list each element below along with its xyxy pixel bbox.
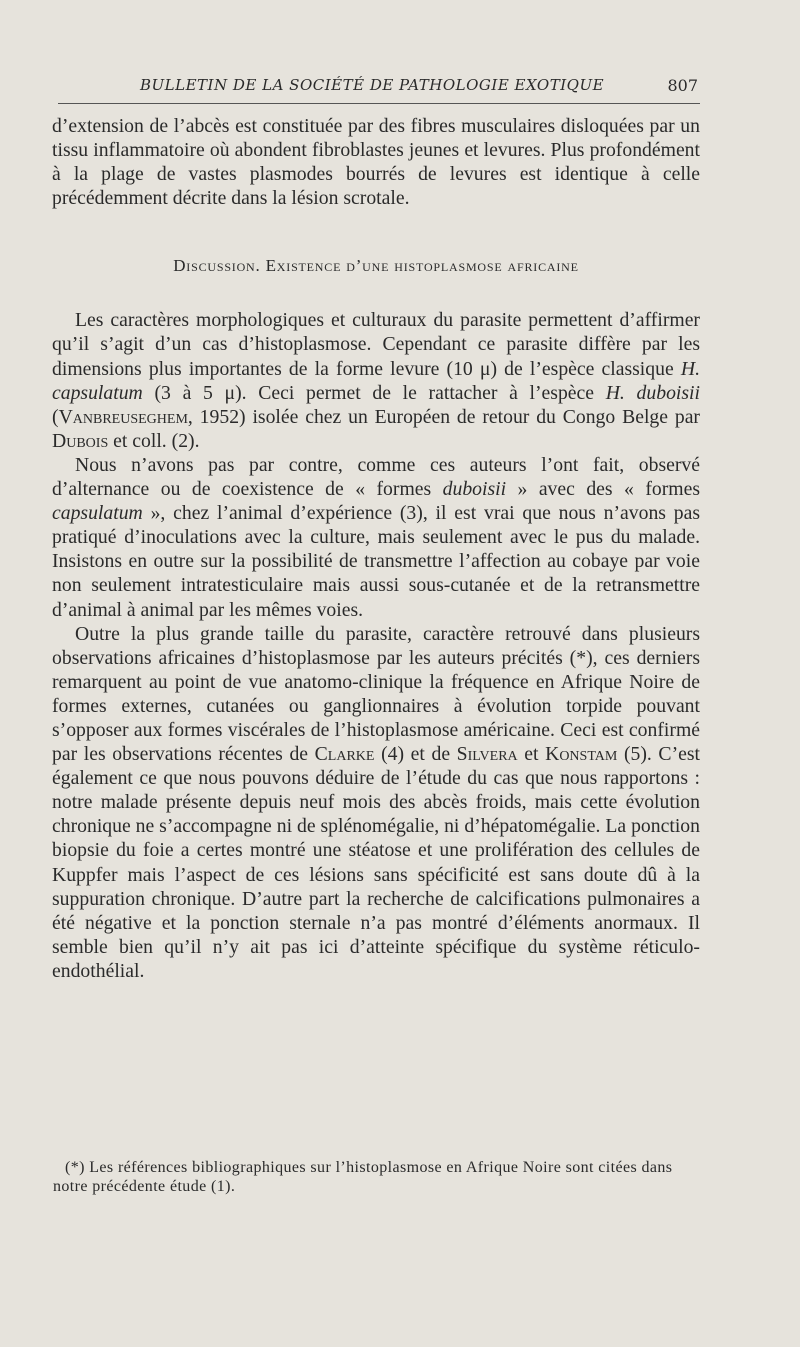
header-rule xyxy=(58,103,700,104)
species-name: duboisii xyxy=(442,478,507,501)
author-name: Konstam xyxy=(545,743,618,766)
species-name: H. capsulatum xyxy=(52,357,700,404)
text-span: , 1952) isolée chez un Européen de retour du Congo Belge par xyxy=(187,405,700,428)
paragraph-outre xyxy=(52,622,700,983)
text-span: (3 à 5 μ). Ceci permet de le rattacher à l’espèce xyxy=(142,381,606,404)
page-number: 807 xyxy=(667,76,698,95)
text-span: Outre la plus grande taille du parasite, caractère retrouvé dans plusieurs observations africaines d’histoplasmose par les auteurs précités (*), ces derniers remarquent au point de vue anatomo-clinique la fréquence en Afrique Noire de formes externes, cutanées ou ganglionnaires à évolution torpide pouvant s’opposer aux formes viscérales de l’histoplasmose américaine. Ceci est confirmé par les observations récentes de xyxy=(52,622,700,766)
species-name: capsulatum xyxy=(52,502,143,525)
text-span: », chez l’animal d’expérience (3), il est vrai que nous n’avons pas pratiqué d’inoculations avec la culture, mais seulement avec le pus du malade. Insistons en outre sur la possibilité de transmettre l’affection au cobaye par voie non seulement intratesticulaire mais aussi sous-cutanée et de la retransmettre d’animal à animal par les mêmes voies. xyxy=(52,502,700,621)
section-heading: Discussion. Existence d’une histoplasmose africaine xyxy=(173,256,579,276)
article-body xyxy=(52,114,700,983)
text-span: (5). C’est également ce que nous pouvons déduire de l’étude du cas que nous rapportons : notre malade présente depuis neuf mois des abcès froids, mais cette évolution chronique ne s’accompagne ni de splénomégalie, ni d’hépatomégalie. La ponction biopsie du foie a certes montré une stéatose et une prolifération des cellules de Kuppfer mais l’aspect de ces lésions sans spécificité est sans doute dû à la suppuration chronique. D’autre part la recherche de calcifications pulmonaires a été négative et la ponction sternale n’a pas montré d’éléments anormaux. Il semble bien qu’il n’y ait pas ici d’atteinte spécifique du système réticulo-endothélial. xyxy=(52,743,700,982)
text-span: ( xyxy=(52,405,59,428)
author-name: Vanbreuseghem xyxy=(58,405,188,428)
running-title: BULLETIN DE LA SOCIÉTÉ DE PATHOLOGIE EXOTIQUE xyxy=(140,76,605,94)
paragraph-caracteres xyxy=(52,308,700,453)
author-name: Silvera xyxy=(456,743,518,766)
paragraph-abces: d’extension de l’abcès est constituée par des fibres musculaires disloquées par un tissu inflammatoire où abondent fibroblastes jeunes et levures. Plus profondément à la plage de vastes plasmodes bourrés de levures est identique à celle précédemment décrite dans la lésion scrotale. xyxy=(52,115,700,210)
text-span: (4) et de xyxy=(374,743,457,766)
text-span: et coll. (2). xyxy=(108,429,200,452)
paragraph-alternance xyxy=(52,453,700,622)
running-head xyxy=(60,76,700,100)
author-name: Clarke xyxy=(314,743,375,766)
footnote: (*) Les références bibliographiques sur l’histoplasmose en Afrique Noire sont citées dans notre précédente étude (1). xyxy=(53,1159,673,1195)
species-name: H. duboisii xyxy=(605,381,700,404)
text-span: » avec des « formes xyxy=(506,478,700,501)
text-span: Nous n’avons pas par contre, comme ces auteurs l’ont fait, observé d’alternance ou de coexistence de « formes xyxy=(52,453,700,501)
text-span: et xyxy=(517,743,546,766)
author-name: Dubois xyxy=(52,429,109,452)
text-span: Les caractères morphologiques et culturaux du parasite permettent d’affirmer qu’il s’agit d’un cas d’histoplasmose. Cependant ce parasite diffère par les dimensions plus importantes de la forme levure (10 μ) de l’espèce classique xyxy=(52,309,700,380)
